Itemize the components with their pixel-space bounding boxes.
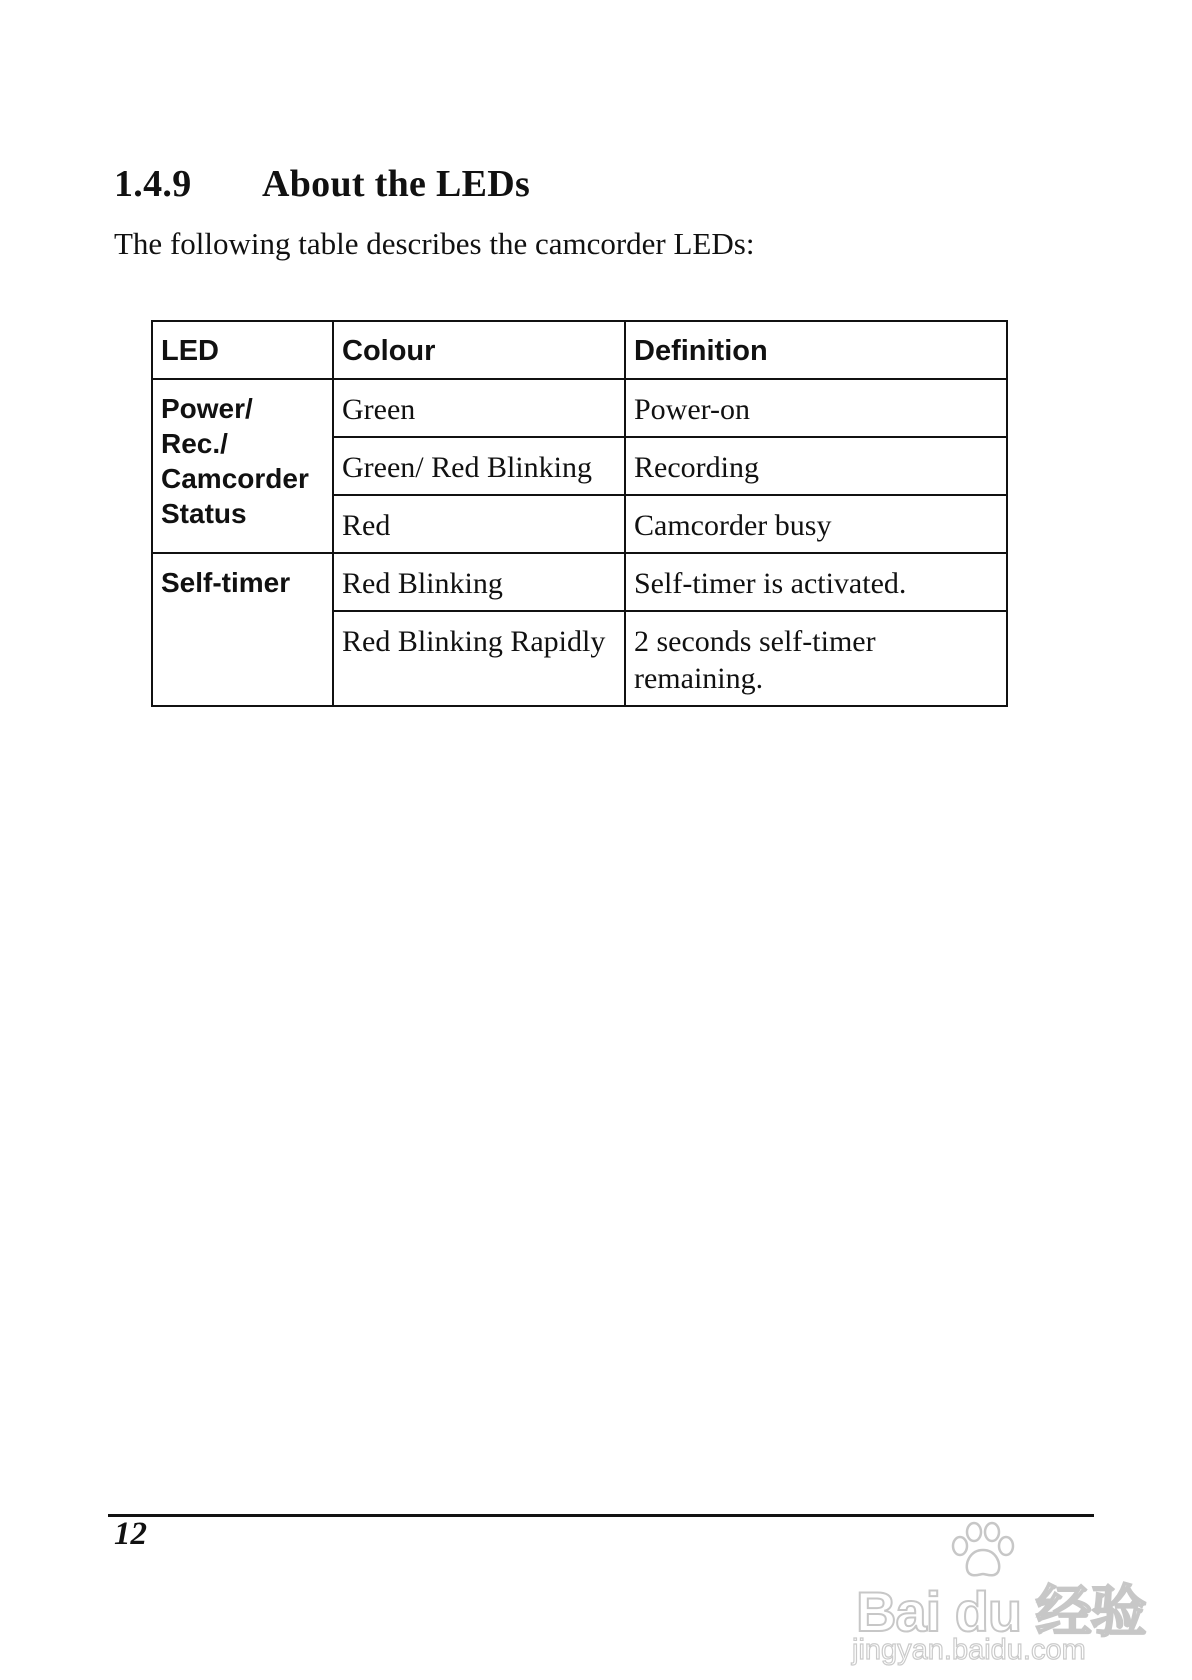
table-row: [152, 553, 1007, 611]
colour-cell: Red Blinking: [333, 553, 625, 611]
definition-cell: Power-on: [625, 379, 1007, 437]
section-title: About the LEDs: [262, 163, 531, 205]
header-colour: Colour: [333, 321, 625, 379]
footer-rule: [108, 1514, 1094, 1517]
led-cell: Self-timer: [152, 553, 333, 706]
definition-cell: Camcorder busy: [625, 495, 1007, 553]
definition-cell: 2 seconds self-timer remaining.: [625, 611, 1007, 706]
colour-cell: Green/ Red Blinking: [333, 437, 625, 495]
page-number: 12: [114, 1516, 147, 1552]
led-table: [151, 320, 1008, 707]
intro-paragraph: The following table describes the camcorder LEDs:: [114, 226, 755, 261]
definition-cell: Self-timer is activated.: [625, 553, 1007, 611]
section-number: 1.4.9: [114, 163, 192, 205]
colour-cell: Green: [333, 379, 625, 437]
watermark-site: jingyan.baidu.com: [852, 1634, 1086, 1666]
definition-cell: Recording: [625, 437, 1007, 495]
led-cell: Power/ Rec./ Camcorder Status: [152, 379, 333, 553]
baidu-watermark: [852, 1520, 1146, 1670]
section-heading: [114, 162, 530, 206]
header-definition: Definition: [625, 321, 1007, 379]
header-led: LED: [152, 321, 333, 379]
table-header-row: [152, 321, 1007, 379]
colour-cell: Red: [333, 495, 625, 553]
colour-cell: Red Blinking Rapidly: [333, 611, 625, 706]
watermark-brand: Bai du 经验: [856, 1580, 1146, 1643]
table-row: [152, 379, 1007, 437]
